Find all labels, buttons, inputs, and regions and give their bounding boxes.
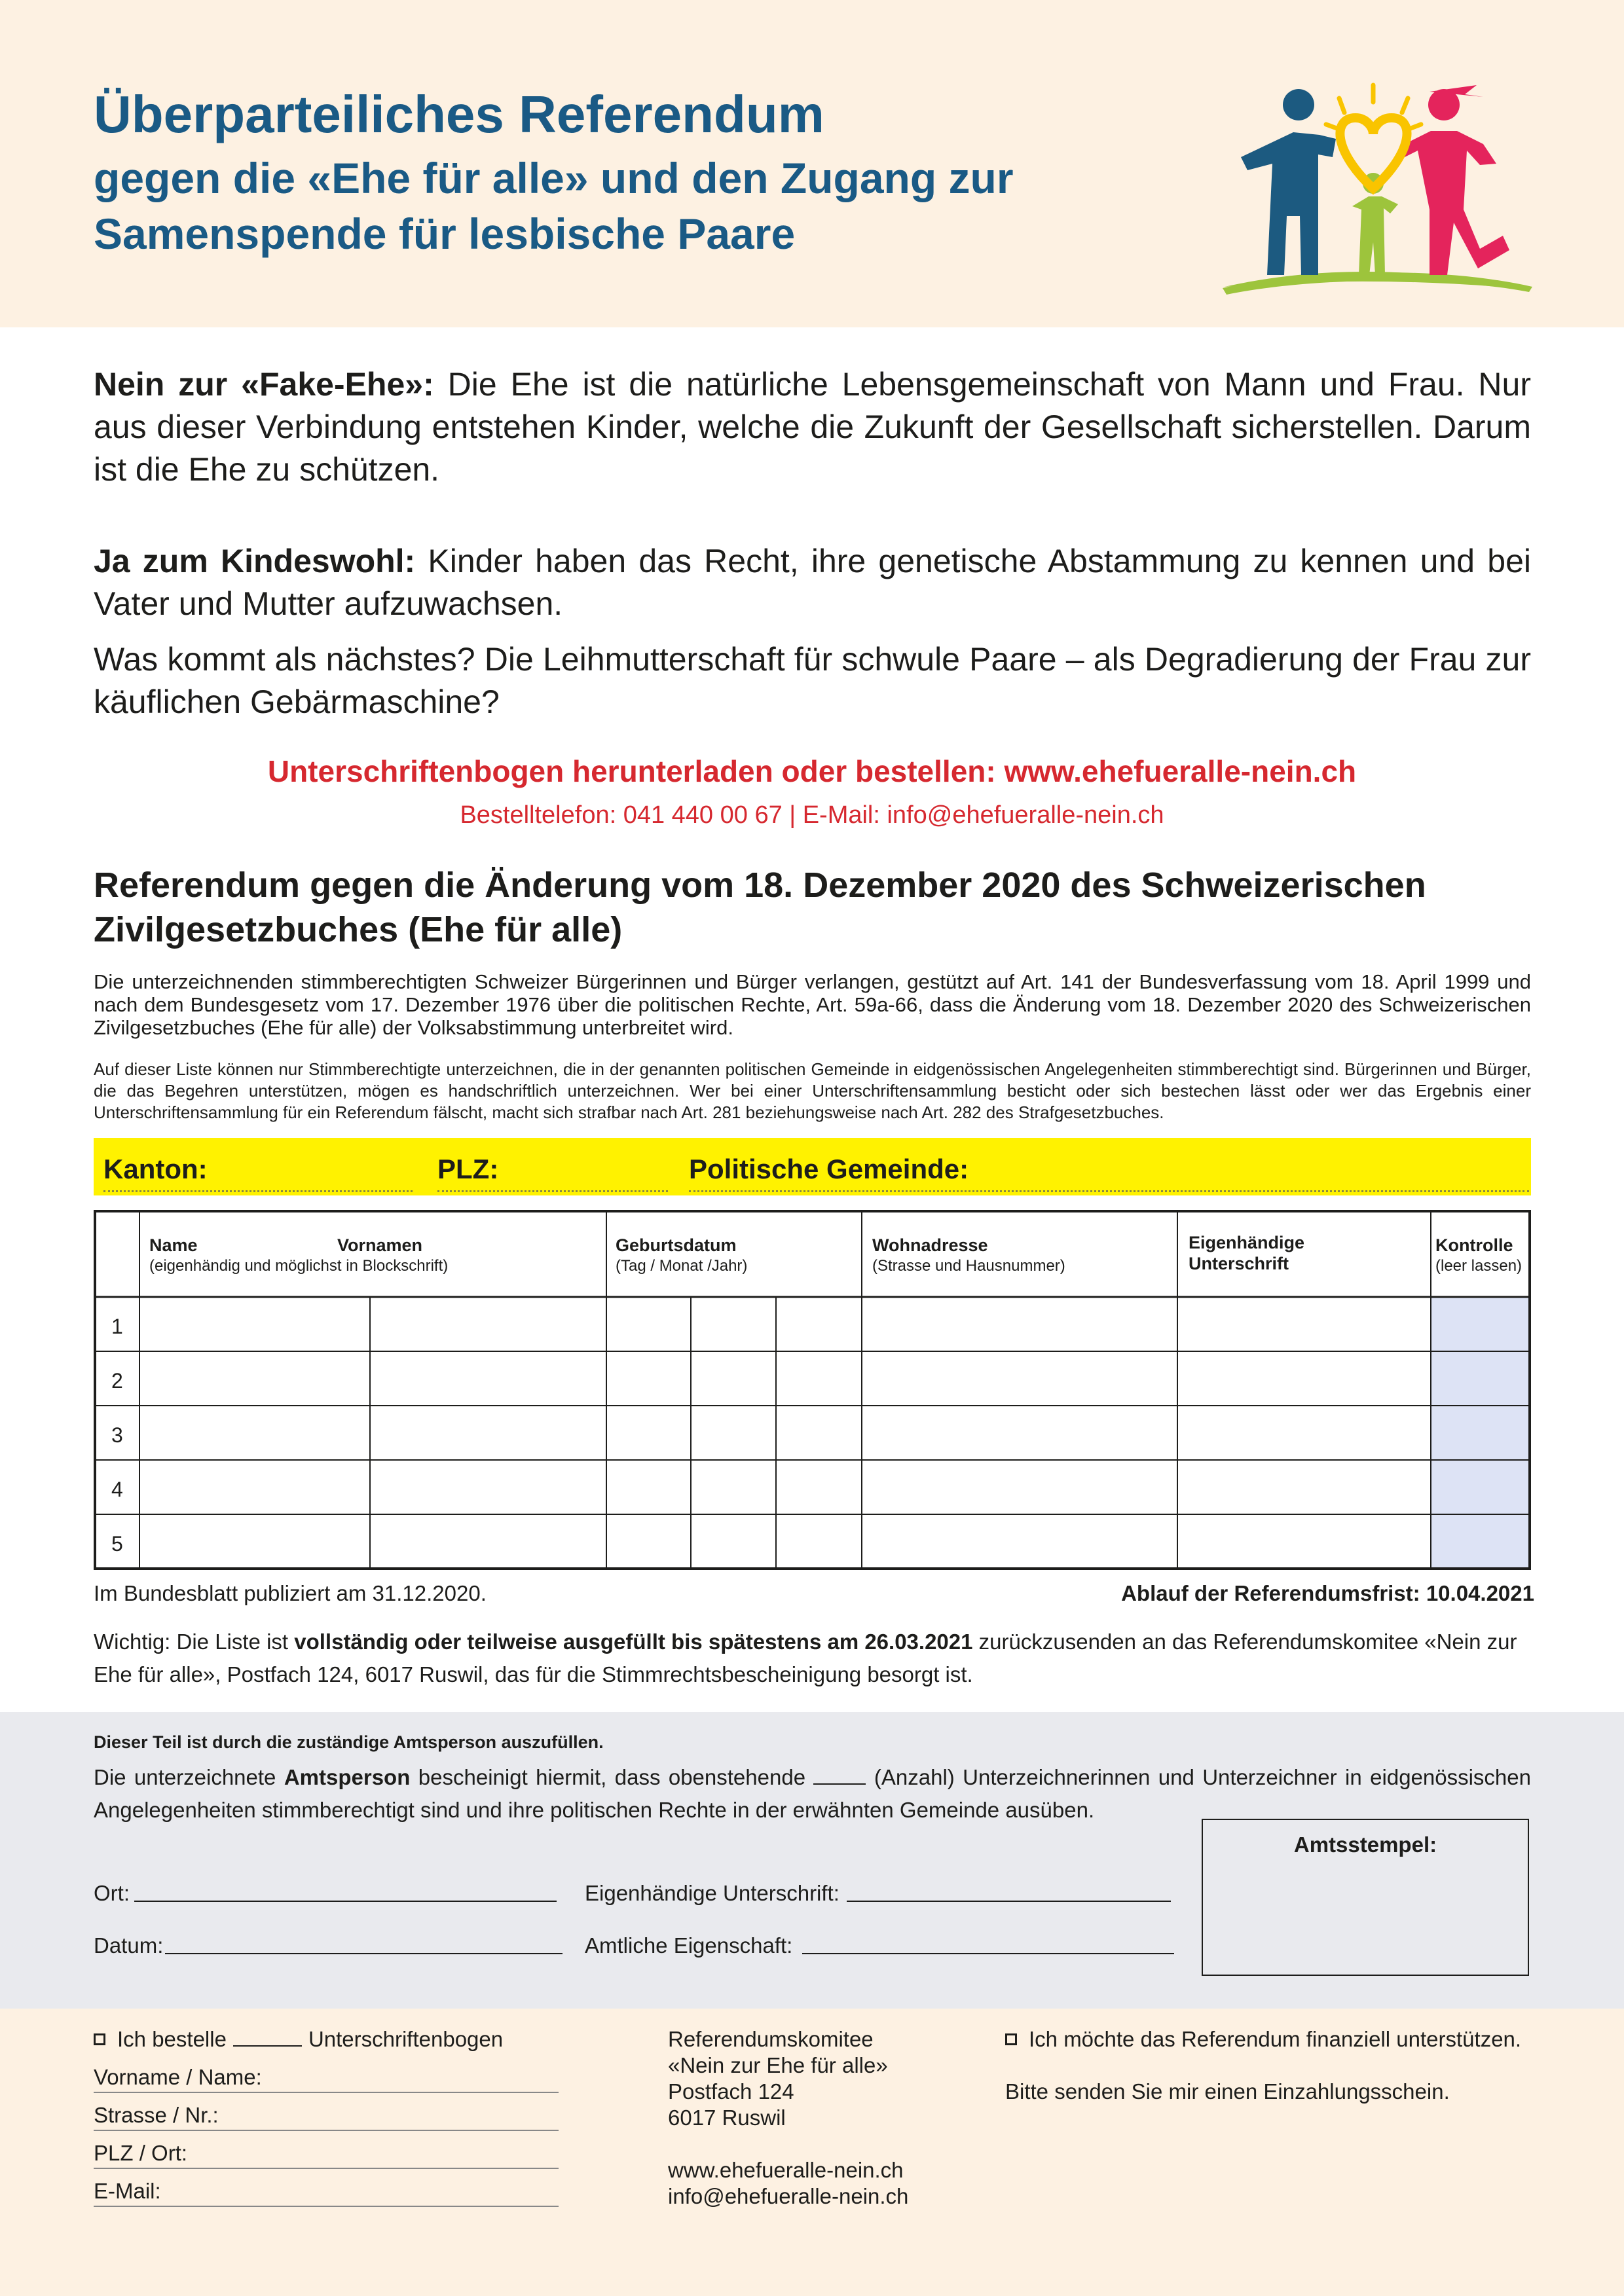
publication-date: Im Bundesblatt publiziert am 31.12.2020.: [94, 1581, 487, 1605]
referendum-deadline: Ablauf der Referendumsfrist: 10.04.2021: [1121, 1581, 1534, 1605]
support-line: [1005, 2026, 1521, 2052]
plz-label: PLZ:: [437, 1154, 499, 1184]
row-number-2: 2: [111, 1369, 123, 1393]
ort-label: Ort:: [94, 1881, 130, 1905]
ort-field[interactable]: [134, 1901, 557, 1902]
control-column-fill: [1431, 1297, 1530, 1569]
page-title: Überparteiliches Referendum: [94, 85, 824, 143]
header-name-sub: (eigenhändig und möglichst in Blockschrift): [149, 1257, 449, 1275]
header-signature-line-2: Unterschrift: [1189, 1254, 1289, 1273]
support-checkbox[interactable]: [1005, 2033, 1017, 2045]
p1-lead: Nein zur «Fake-Ehe»:: [94, 366, 434, 403]
paragraph-fake-marriage: [94, 363, 1531, 491]
name-field[interactable]: [94, 2092, 559, 2093]
signature-label: Eigenhändige Unterschrift:: [585, 1881, 840, 1905]
support-text: Ich möchte das Referendum finanziell unterstützen.: [1029, 2027, 1522, 2051]
p2-body: Kinder haben das Recht, ihre genetische Abstammung zu kennen und bei Vater und Mutter aufzuwachsen.: [94, 543, 1531, 622]
row-number-1: 1: [111, 1315, 123, 1338]
p1-body: Die Ehe ist die natürliche Lebensgemeinschaft von Mann und Frau. Nur aus dieser Verbindung entstehen Kinder, welche die Zukunft der Gesellschaft sicherstellen. Darum ist die Ehe zu schützen.: [94, 366, 1532, 488]
header-birthdate: Geburtsdatum: [616, 1235, 737, 1255]
role-label: Amtliche Eigenschaft:: [585, 1933, 793, 1958]
order-text-b: Unterschriftenbogen: [308, 2027, 504, 2051]
header-name: Name: [149, 1235, 198, 1255]
page-subtitle: [94, 151, 1207, 262]
family-logo-icon: [1221, 79, 1536, 301]
header-control: Kontrolle: [1435, 1235, 1513, 1255]
referendum-legal-notice: Auf dieser Liste können nur Stimmberechtigte unterzeichnen, die in der genannten politischen Gemeinde in eidgenössischen Angelegenheiten stimmberechtigt sind. Bürgerinnen und Bürger, die das Begehren unterstützen, mögen es handschriftlich unterzeichnen. Wer bei einer Unterschriftensammlung besticht oder sich bestechen lässt oder wer das Ergebnis einer Unterschriftensammlung für ein Referendum fälscht, macht sich strafbar nach Art. 281 beziehungsweise nach Art. 282 des Strafgesetzbuches.: [94, 1059, 1531, 1122]
datum-field[interactable]: [165, 1953, 563, 1954]
payment-slip-request: Bitte senden Sie mir einen Einzahlungsschein.: [1005, 2079, 1450, 2104]
order-checkbox[interactable]: [94, 2033, 105, 2045]
order-line: [94, 2026, 503, 2052]
email-field[interactable]: [94, 2206, 559, 2207]
download-cta[interactable]: Unterschriftenbogen herunterladen oder bestellen: www.ehefueralle-nein.ch: [267, 754, 1357, 788]
plz-field[interactable]: [437, 1190, 668, 1192]
important-suffix: zurückzusenden an das Referendumskomitee «Nein zur Ehe für alle», Postfach 124, 6017 Ruswil, das für die Stimmrechtsbescheinigung besorgt ist.: [94, 1630, 1517, 1686]
official-note: Dieser Teil ist durch die zuständige Amtsperson auszufüllen.: [94, 1732, 604, 1752]
important-prefix: Wichtig: Die Liste ist: [94, 1630, 295, 1654]
street-label: Strasse / Nr.:: [94, 2103, 219, 2127]
certification-c: (Anzahl) Unterzeichnerinnen und Unterzeichner in eidgenössischen Angelegenheiten stimmberechtigt sind und ihre politischen Rechte in der erwähnten Gemeinde ausüben.: [94, 1765, 1531, 1822]
header-signature: [1189, 1232, 1304, 1274]
row-number-5: 5: [111, 1532, 123, 1556]
header-address: Wohnadresse: [872, 1235, 988, 1255]
header-control-sub: (leer lassen): [1435, 1257, 1522, 1275]
paragraph-surrogacy: Was kommt als nächstes? Die Leihmutterschaft für schwule Paare – als Degradierung der Frau zur käuflichen Gebärmaschine?: [94, 641, 1531, 720]
official-role-field[interactable]: [802, 1953, 1174, 1954]
paragraph-child-welfare: [94, 540, 1531, 625]
committee-email[interactable]: info@ehefueralle-nein.ch: [668, 2184, 909, 2208]
count-blank[interactable]: [813, 1765, 866, 1785]
return-instructions: [94, 1626, 1531, 1691]
certification-official: Amtsperson: [284, 1765, 411, 1789]
order-quantity-blank[interactable]: [233, 2028, 302, 2047]
committee-label: Referendumskomitee: [668, 2027, 874, 2051]
zip-label: PLZ / Ort:: [94, 2141, 188, 2165]
committee-address: [668, 2026, 888, 2131]
header-vornamen: Vornamen: [337, 1235, 423, 1255]
contact-info[interactable]: Bestelltelefon: 041 440 00 67 | E-Mail: info@ehefueralle-nein.ch: [460, 801, 1164, 829]
p2-lead: Ja zum Kindeswohl:: [94, 543, 416, 579]
email-label: E-Mail:: [94, 2179, 161, 2203]
kanton-label: Kanton:: [103, 1154, 208, 1184]
stamp-label: Amtsstempel:: [1293, 1832, 1437, 1857]
order-text-a: Ich bestelle: [117, 2027, 227, 2051]
committee-web[interactable]: www.ehefueralle-nein.ch: [668, 2158, 904, 2182]
datum-label: Datum:: [94, 1933, 164, 1958]
street-field[interactable]: [94, 2130, 559, 2131]
certification-b: bescheinigt hiermit, dass obenstehende: [410, 1765, 814, 1789]
important-deadline: vollständig oder teilweise ausgefüllt bis spätestens am 26.03.2021: [294, 1630, 973, 1654]
row-number-3: 3: [111, 1423, 123, 1447]
gemeinde-field[interactable]: [689, 1190, 1529, 1192]
committee-po-box: Postfach 124: [668, 2079, 794, 2104]
committee-name: «Nein zur Ehe für alle»: [668, 2053, 888, 2077]
referendum-intro: Die unterzeichnenden stimmberechtigten Schweizer Bürgerinnen und Bürger verlangen, gestützt auf Art. 141 der Bundesverfassung vom 18. April 1999 und nach dem Bundesgesetz vom 17. Dezember 1976 über die politischen Rechte, Art. 59a-66, dass die Änderung vom 18. Dezember 2020 des Schweizerischen Zivilgesetzbuches (Ehe für alle) der Volksabstimmung unterbreitet wird.: [94, 970, 1531, 1039]
row-number-4: 4: [111, 1478, 123, 1501]
kanton-field[interactable]: [103, 1190, 413, 1192]
header-address-sub: (Strasse und Hausnummer): [872, 1257, 1065, 1275]
official-signature-field[interactable]: [847, 1901, 1171, 1902]
referendum-title: Referendum gegen die Änderung vom 18. Dezember 2020 des Schweizerischen Zivilgesetzbuches (Ehe für alle): [94, 866, 1426, 949]
zip-field[interactable]: [94, 2168, 559, 2169]
committee-town: 6017 Ruswil: [668, 2105, 786, 2130]
header-birthdate-sub: (Tag / Monat /Jahr): [616, 1257, 748, 1275]
gemeinde-label: Politische Gemeinde:: [689, 1154, 969, 1184]
official-certification: [94, 1761, 1531, 1827]
header-signature-line-1: Eigenhändige: [1189, 1233, 1305, 1252]
certification-a: Die unterzeichnete: [94, 1765, 284, 1789]
subtitle-line-2: Samenspende für lesbische Paare: [94, 210, 796, 258]
name-label: Vorname / Name:: [94, 2065, 262, 2089]
subtitle-line-1: gegen die «Ehe für alle» und den Zugang zur: [94, 154, 1014, 202]
